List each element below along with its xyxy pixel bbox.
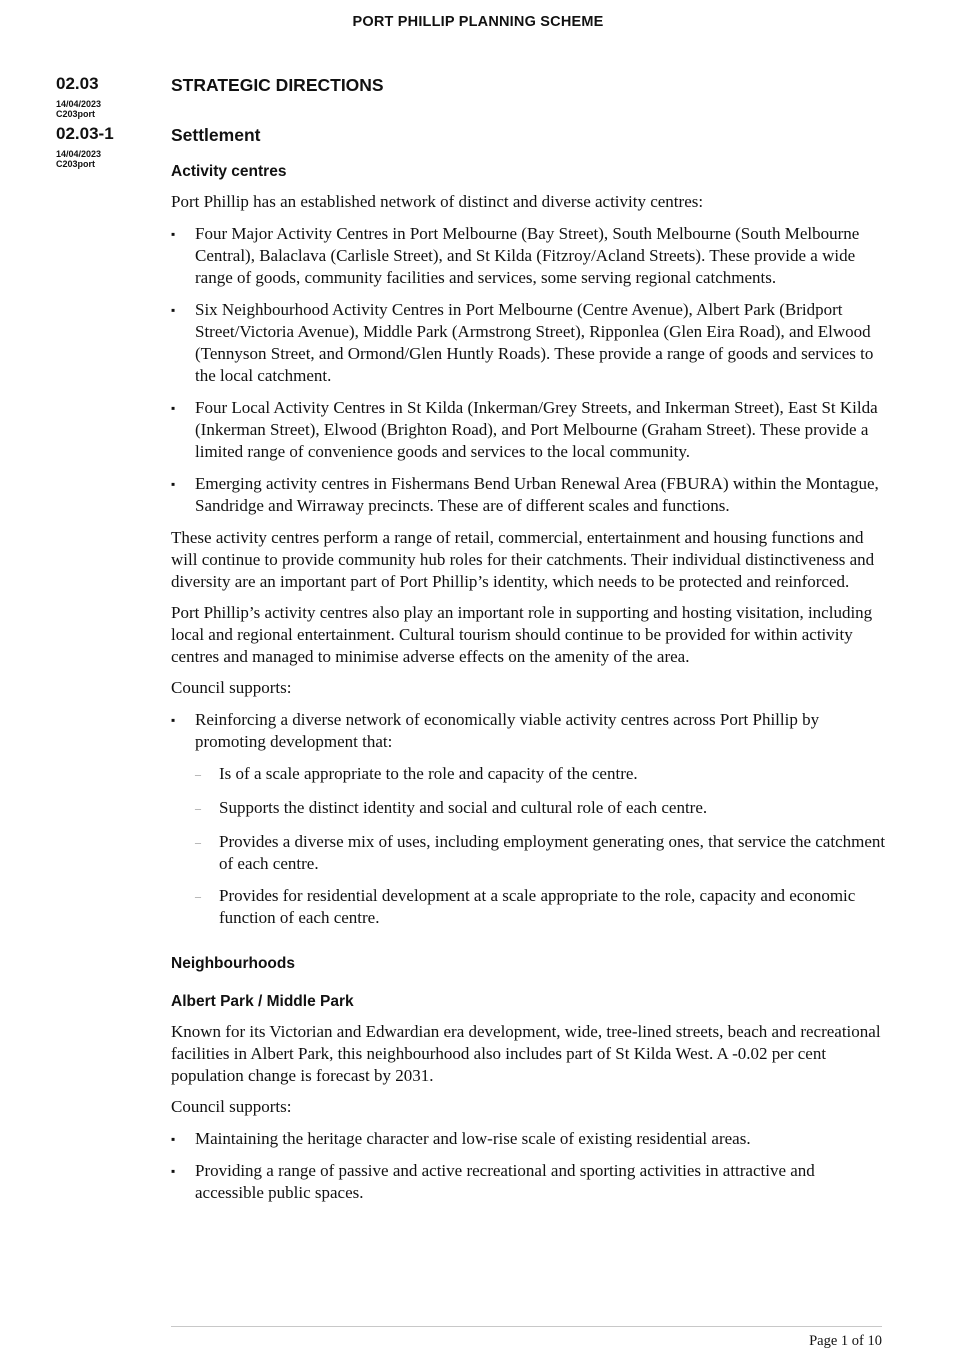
clause-date: 14/04/2023 xyxy=(56,99,102,109)
list-item: ▪ Providing a range of passive and active recreational and sporting activities in attractive and accessible public spaces. xyxy=(171,1161,815,1202)
topic-heading: Neighbourhoods xyxy=(171,955,295,972)
topic-heading: Albert Park / Middle Park xyxy=(171,993,354,1010)
list-item: ▪ Four Major Activity Centres in Port Melbourne (Bay Street), South Melbourne (South Melbourne Central), Balaclava (Carlisle Street), and St Kilda (Fitzroy/Acland Streets). These provide a wide range of goods, community facilities and services, some serving regional catchments. xyxy=(171,224,860,287)
dash-icon: – xyxy=(195,835,201,849)
bullet-icon: ▪ xyxy=(171,477,176,491)
dash-icon: – xyxy=(195,889,201,903)
subsection-heading: Settlement xyxy=(171,125,261,145)
list-item: ▪ Reinforcing a diverse network of economically viable activity centres across Port Phillip by promoting development that: xyxy=(171,710,820,751)
bullet-list xyxy=(171,223,886,517)
paragraph: Known for its Victorian and Edwardian era development, wide, tree-lined streets, beach and recreational facilities in Albert Park, this neighbourhood also includes part of St Kilda West. A -0.02 per cent population change is forecast by 2031. xyxy=(171,1022,881,1085)
footer-divider xyxy=(171,1326,882,1327)
bullet-icon: ▪ xyxy=(171,1132,176,1146)
bullet-icon: ▪ xyxy=(171,401,176,415)
section-heading: STRATEGIC DIRECTIONS xyxy=(171,75,384,95)
bullet-icon: ▪ xyxy=(171,1164,176,1178)
paragraph: Council supports: xyxy=(171,678,292,697)
clause-number: 02.03-1 xyxy=(56,124,114,143)
list-item: ▪ Emerging activity centres in Fishermans Bend Urban Renewal Area (FBURA) within the Montague, Sandridge and Wirraway precincts. These are of different scales and functions. xyxy=(171,474,879,515)
clause-number: 02.03 xyxy=(56,74,99,93)
paragraph: Port Phillip’s activity centres also play an important role in supporting and hosting visitation, including local and regional entertainment. Cultural tourism should continue to be provided for within activity centres and managed to minimise adverse effects on the amenity of the area. xyxy=(171,603,873,666)
list-item: – Supports the distinct identity and social and cultural role of each centre. xyxy=(195,798,708,817)
topic-heading: Activity centres xyxy=(171,163,287,180)
document-header: PORT PHILLIP PLANNING SCHEME xyxy=(352,14,604,30)
bullet-icon: ▪ xyxy=(171,303,176,317)
paragraph: Port Phillip has an established network of distinct and diverse activity centres: xyxy=(171,192,704,211)
clause-date: 14/04/2023 xyxy=(56,149,102,159)
list-item: ▪ Maintaining the heritage character and low-rise scale of existing residential areas. xyxy=(171,1129,751,1148)
sub-bullet-list xyxy=(171,763,886,929)
dash-icon: – xyxy=(195,801,201,815)
paragraph: These activity centres perform a range of retail, commercial, entertainment and housing functions and will continue to provide community hub roles for their catchments. Their individual distinctiveness and diversity are an important part of Port Phillip’s identity, which needs to be protected and reinforced. xyxy=(171,528,875,591)
clause-amendment: C203port xyxy=(56,159,96,169)
dash-icon: – xyxy=(195,767,201,781)
clause-meta xyxy=(56,99,101,119)
page-number: Page 1 of 10 xyxy=(809,1333,882,1349)
list-item: ▪ Six Neighbourhood Activity Centres in Port Melbourne (Centre Avenue), Albert Park (Bridport Street/Victoria Avenue), Middle Park (Armstrong Street), Ripponlea (Glen Eira Road), and Elwood (Tennyson Street, and Ormond/Glen Huntly Roads). These provide a range of goods and services to the local catchment. xyxy=(171,300,874,385)
list-item: – Provides a diverse mix of uses, including employment generating ones, that service the catchment of each centre. xyxy=(195,832,886,873)
bullet-icon: ▪ xyxy=(171,227,176,241)
paragraph: Council supports: xyxy=(171,1097,292,1116)
bullet-list xyxy=(171,1128,886,1204)
list-item: – Is of a scale appropriate to the role and capacity of the centre. xyxy=(195,764,638,783)
main-content xyxy=(171,72,886,1204)
clause-amendment: C203port xyxy=(56,109,96,119)
list-item: ▪ Four Local Activity Centres in St Kilda (Inkerman/Grey Streets, and Inkerman Street), East St Kilda (Inkerman Street), Elwood (Brighton Road), and Port Melbourne (Graham Street). These provide a limited range of convenience goods and services to the local community. xyxy=(171,398,878,461)
clause-meta xyxy=(56,149,101,169)
bullet-list xyxy=(171,709,886,753)
bullet-icon: ▪ xyxy=(171,713,176,727)
list-item: – Provides for residential development at a scale appropriate to the role, capacity and economic function of each centre. xyxy=(195,886,856,927)
